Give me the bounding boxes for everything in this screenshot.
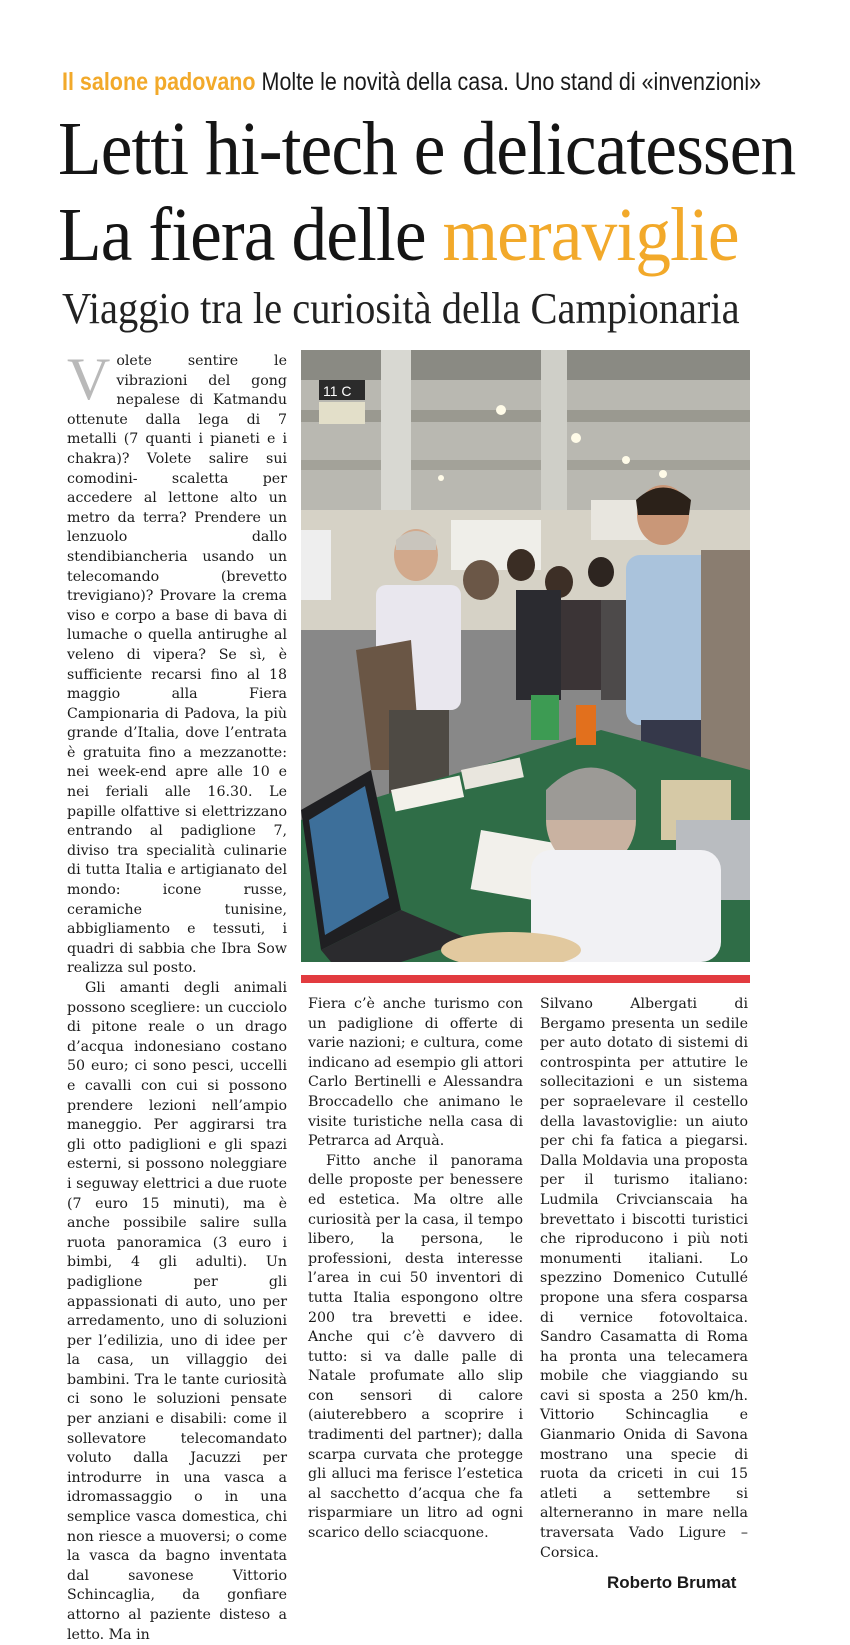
paragraph: Silvano Albergati di Bergamo presenta un sedile per auto dotato di sistemi di controspinta per attutire le sollecitazioni e un sistema per sopraelevare il cestello della lavastoviglie: un aiuto per chi fa fatica a piegarsi. Dalla Moldavia una proposta per il turismo italiano: Ludmila Crivcianscaia ha brevettato i biscotti turistici che riproducono i più noti monumenti italiani. Lo spezzino Domenico Cutullé propone una sfera cosparsa di vernice fotovoltaica. Sandro Casamatta di Roma ha pronta una telecamera mobile che viaggiando su cavi si sposta a 250 km/h. Vittorio Schincaglia e Gianmario Onida di Savona mostrano una specie di ruota da criceti in cui 15 atleti a settembre si alterneranno in mare nella traversata Vado Ligure – Corsica.: [540, 996, 748, 1561]
kicker-tag: Il salone padovano: [62, 68, 256, 96]
fair-photo-illustration: [301, 350, 750, 962]
hall-sign-text: 11 C: [323, 383, 352, 399]
paragraph: Fitto anche il panorama delle proposte per benessere ed estetica. Ma oltre alle curiosità per la casa, il tempo libero, la persona, le professioni, desta interesse l’area in cui 50 inventori di tutta Italia espongono oltre 200 tra brevetti e idee. Anche qui c’è davvero di tutto: si va dalle palle di Natale profumate allo slip con sensori di calore (aiuterebbero a scoprire i tradimenti del partner); dalla scarpa curvata che protegge gli alluci ma ferisce l’estetica al sacchetto d’acqua che fa risparmiare un litro ad ogni scarico dello sciacquone.: [308, 1152, 523, 1542]
kicker-lead: Molte le novità della casa. Uno stand di «invenzioni»: [261, 68, 762, 96]
paragraph: [67, 346, 287, 979]
paragraph: Fiera c’è anche turismo con un padiglione di offerte di varie nazioni; e cultura, come indicano ad esempio gli attori Carlo Bertinelli e Alessandra Broccadello che animano le visite turistiche nella casa di Petrarca ad Arquà.: [308, 996, 523, 1150]
ceiling-light: [438, 475, 444, 481]
hall-sign-panel: [319, 402, 365, 424]
subheadline: Viaggio tra le curiosità della Campionaria: [62, 284, 740, 333]
article-column-3: [540, 995, 748, 1563]
ceiling-light: [496, 405, 506, 415]
drop-cap: V: [67, 346, 111, 412]
visitor-body: [561, 600, 601, 690]
visitor: [463, 560, 499, 600]
ceiling-light: [571, 433, 581, 443]
ceiling-beam: [301, 410, 750, 422]
poster: [301, 530, 331, 600]
article-column-2: [308, 995, 523, 1544]
headline-line-2-prefix: La fiera delle: [58, 193, 443, 277]
ceiling-beam: [301, 350, 750, 380]
ceiling-beam: [301, 460, 750, 470]
paragraph: Gli amanti degli animali possono scegliere: un cucciolo di pitone reale o un drago d’acqua indonesiano costano 50 euro; ci sono pesci, uccelli e cavalli con cui si possono prendere lezioni nell’ampio maneggio. Per aggirarsi tra gli otto padiglioni e gli spazi esterni, si possono noleggiare i seguway elettrici a due ruote (7 euro 15 minuti), ma è anche possibile salire sulla ruota panoramica (3 euro i bimbi, 4 gli adulti). Un padiglione per gli appassionati di auto, uno per arredamento, uno di soluzioni per l’edilizia, uno di idee per la casa, un villaggio dei bambini. Tra le tante curiosità ci sono le soluzioni pensate per anziani e disabili: come il sollevatore telecomandato voluto dalla Jacuzzi per introdurre in una vasca a idromassaggio o in una semplice vasca domestica, chi non riesce a muoversi; o come la vasca da bagno inventata dal savonese Vittorio Schincaglia, da gonfiare attorno al paziente disteso a letto. Ma in: [67, 980, 287, 1643]
visitor: [588, 557, 614, 587]
byline: Roberto Brumat: [607, 1573, 737, 1592]
article-column-1: [67, 346, 287, 1645]
fair-photo: [301, 350, 750, 962]
ceiling-light: [659, 470, 667, 478]
headline-accent: meraviglie: [442, 193, 739, 277]
visitor: [507, 549, 535, 581]
ceiling-light: [622, 456, 630, 464]
color-rule: [301, 975, 750, 983]
kicker: [62, 66, 762, 98]
visitor-body: [516, 590, 561, 700]
orange-object: [576, 705, 596, 745]
paragraph-text: olete sentire le vibrazioni del gong nepalese di Katmandu ottenute dalla lega di 7 metalli (7 quanti i pianeti e i chakra)? Volete salire sui comodini- scaletta per accedere al lettone alto un metro da terra? Prendere un lenzuolo dallo stendibiancheria usando un telecomando (brevetto trevigiano)? Provare la crema viso e corpo a base di bava di lumache o quella antirughe al veleno di vipera? Se sì, è sufficiente recarsi fino al 18 maggio alla Fiera Campionaria di Padova, la più grande d’Italia, dove l’entrata è gratuita fino a mezzanotte: nei week-end apre alle 10 e nei feriali alle 16.30. Le papille olfattive si elettrizzano entrando al padiglione 7, diviso tra specialità culinarie di tutta Italia e artigianato del mondo: icone russe, ceramiche tunisine, abbigliamento e tessuti, i quadri di sabbia che Ibra Sow realizza sul posto.: [67, 353, 287, 977]
headline-line-1: Letti hi-tech e delicatessen: [58, 107, 796, 191]
green-box: [531, 695, 559, 740]
headline-line-2: [58, 192, 810, 278]
